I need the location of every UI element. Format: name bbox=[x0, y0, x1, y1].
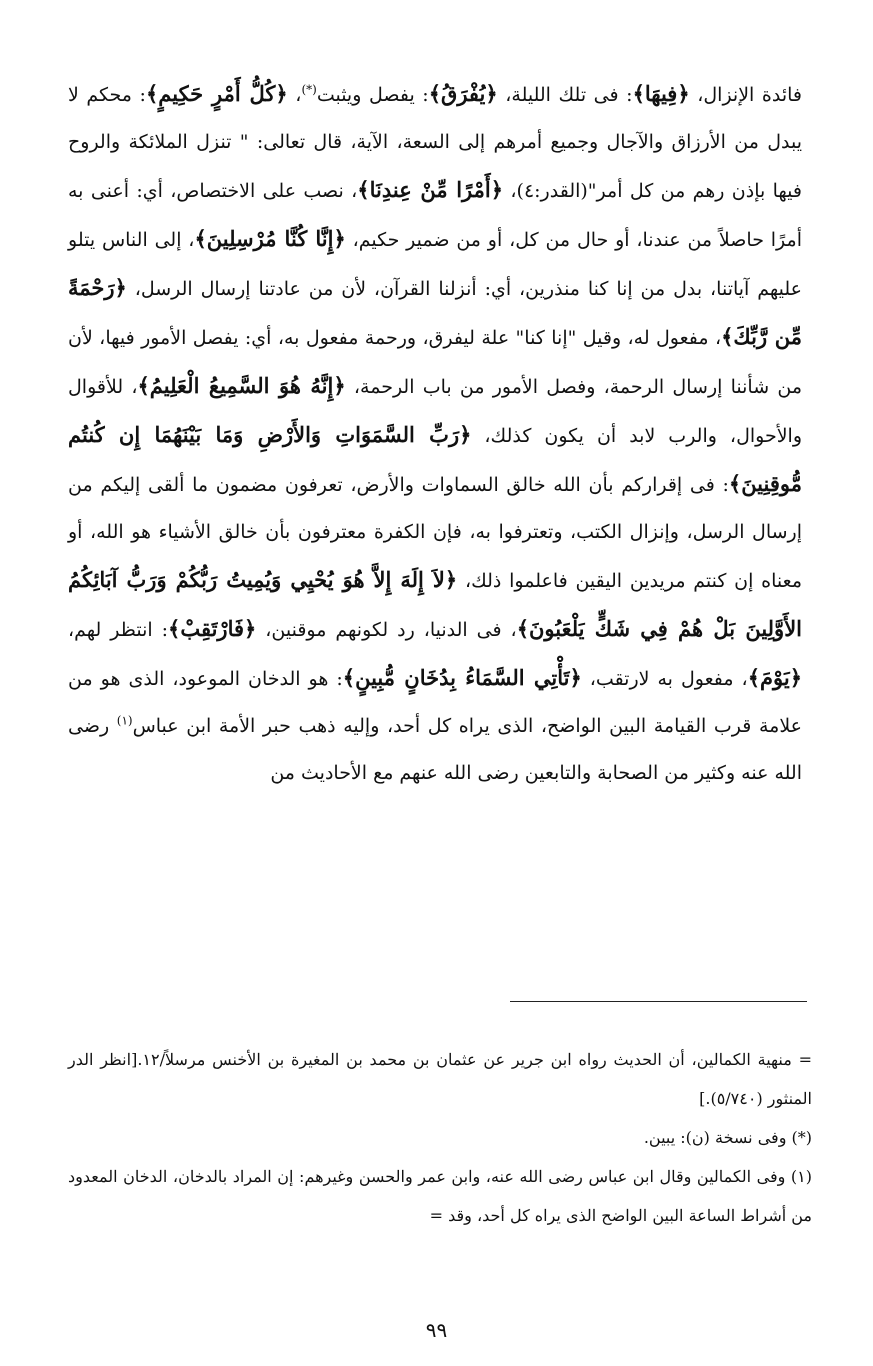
commentary-text: : محكم لا يبدل من الأرزاق والآجال وجميع أمرهم إلى السعة، الآية، قال تعالى: " تنزل الملائكة والروح فيها بإذن رهم من كل أمر"(القدر:٤)، bbox=[68, 84, 802, 202]
commentary-text: : هو الدخان الموعود، الذى هو من علامة قرب القيامة البين الواضح، الذى يراه كل أحد، وإليه ذهب حبر الأمة ابن عباس bbox=[68, 668, 802, 737]
commentary-text: ، مفعول له، وقيل "إنا كنا" علة ليفرق، ورحمة مفعول به، أي: يفصل الأمور فيها، لأن من شأننا إرسال الرحمة، وفصل الأمور من باب الرحمة، bbox=[68, 327, 802, 398]
commentary-text: : فى إقراركم بأن الله خالق السماوات والأرض، تعرفون مضمون ما ألقى إليكم من إرسال الرسل، وإنزال الكتب، وتعترفوا به، فإن الكفرة معترفون بأن خالق الأشياء هو الله، أو معناه إن كنتم مريدين اليقين فاعلموا ذلك، bbox=[68, 474, 802, 592]
quran-verse-quote: ﴿فَارْتَقِبْ﴾ bbox=[168, 616, 257, 641]
quran-verse-quote: ﴿يُفْرَقُ﴾ bbox=[428, 81, 498, 106]
commentary-text: : فى تلك الليلة، bbox=[497, 84, 633, 106]
commentary-text: ، مفعول به لارتقب، bbox=[581, 668, 748, 690]
commentary-text: ، bbox=[287, 84, 302, 106]
quran-verse-quote: ﴿فِيهَا﴾ bbox=[632, 81, 690, 106]
quran-verse-quote: ﴿تَأْتِي السَّمَاءُ بِدُخَانٍ مُّبِينٍ﴾ bbox=[342, 665, 582, 690]
footnote-star: (*) وفى نسخة (ن): يبين. bbox=[643, 1128, 812, 1147]
commentary-text: : يفصل ويثبت bbox=[316, 84, 429, 106]
footnote-continuation: = منهية الكمالين، أن الحديث رواه ابن جرير عن عثمان بن محمد بن المغيرة بن الأخنس مرسلاً/١٢.[انظر الدر المنثور (٥/٧٤٠).] bbox=[68, 1050, 813, 1108]
footnote-marker: (١) bbox=[116, 713, 133, 728]
quran-verse-quote: ﴿إِنَّهُ هُوَ السَّمِيعُ الْعَلِيمُ﴾ bbox=[137, 373, 346, 398]
quran-verse-quote: ﴿لاَ إِلَهَ إِلاَّ هُوَ يُحْيِي وَيُمِيتُ رَبُّكُمْ وَرَبُّ آبَائِكُمُ الأَوَّلِينَ بَلْ هُمْ فِي شَكٍّ يَلْعَبُونَ﴾ bbox=[68, 567, 802, 641]
commentary-text: ، نصب على الاختصاص، أي: أعنى به أمرًا حاصلاً من عندنا، أو حال من كل، أو من ضمير حكيم، bbox=[68, 180, 802, 251]
quran-verse-quote: ﴿إِنَّا كُنَّا مُرْسِلِينَ﴾ bbox=[194, 226, 346, 251]
quran-verse-quote: ﴿أَمْرًا مِّنْ عِندِنَا﴾ bbox=[357, 177, 504, 202]
footnote-marker: (*) bbox=[301, 82, 317, 97]
commentary-text: رضى الله عنه وكثير من الصحابة والتابعين رضى الله عنهم مع الأحاديث من bbox=[68, 715, 802, 784]
main-text-paragraph bbox=[68, 70, 802, 797]
commentary-text: ، إلى الناس يتلو عليهم آياتنا، بدل من إنا كنا منذرين، أي: أنزلنا القرآن، لأن من عادتنا إرسال الرسل، bbox=[68, 229, 802, 300]
quran-verse-quote: ﴿كُلُّ أَمْرٍ حَكِيمٍ﴾ bbox=[145, 81, 288, 106]
footnote-separator-rule bbox=[510, 1001, 807, 1002]
quran-verse-quote: ﴿يَوْمَ﴾ bbox=[747, 665, 802, 690]
footnotes-section bbox=[68, 1040, 812, 1235]
commentary-text: ، للأقوال والأحوال، والرب لابد أن يكون كذلك، bbox=[68, 376, 802, 447]
commentary-text: ، فى الدنيا، رد لكونهم موقنين، bbox=[256, 619, 517, 641]
commentary-text: فائدة الإنزال، bbox=[689, 84, 802, 106]
page-number: ٩٩ bbox=[425, 1318, 448, 1342]
quran-verse-quote: ﴿رَبِّ السَّمَوَاتِ وَالأَرْضِ وَمَا بَيْنَهُمَا إِن كُنتُم مُّوقِنِينَ﴾ bbox=[68, 422, 802, 496]
footnote-1: (١) وفى الكمالين وقال ابن عباس رضى الله عنه، وابن عمر والحسن وغيرهم: إن المراد بالدخان، الدخان المعدود من أشراط الساعة البين الواضح الذى يراه كل أحد، وقد = bbox=[68, 1167, 812, 1225]
quran-verse-quote: ﴿رَحْمَةً مِّن رَّبِّكَ﴾ bbox=[68, 275, 802, 349]
commentary-text: : انتظر لهم، bbox=[68, 619, 169, 641]
